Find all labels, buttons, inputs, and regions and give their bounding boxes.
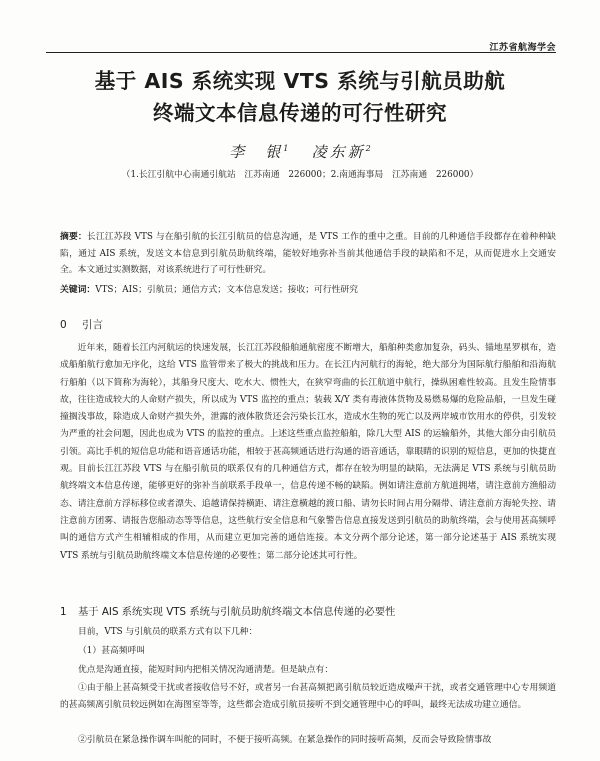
abstract-label: 摘要： bbox=[60, 232, 87, 242]
section-0-title: 引言 bbox=[82, 319, 103, 331]
abstract bbox=[60, 229, 556, 279]
introduction-paragraph: 近年来，随着长江内河航运的快速发展，长江江苏段船舶通航密度不断增大，船舶种类愈加复杂，码头、锚地星罗棋布，造成船舶航行愈加无序化，这给 VTS 监管带来了极大的挑战和压力。在长江内河航行的海轮，绝大部分为国际航行船舶和沿海航行船舶（以下简称为海轮），其船身尺度大、吃水大、惯性大，在狭窄弯曲的长江航道中航行，操纵困难性较高。且发生险情事故，往往造成较大的人命财产损失，所以成为 VTS 监控的重点；装载 X/Y 类有毒液体货物及易燃易爆的危险品船，一旦发生碰撞搁浅事故，除造成人命财产损失外，泄露的液体散货还会污染长江水，造成水生物的死亡以及两岸城市饮用水的停供，引发较为严重的社会问题，因此也成为 VTS 的监控的重点。上述这些重点监控船舶，除几大型 AIS 的运输船外，其他大部分由引航员引领。高比手机的短信息功能和语音通话功能，相较于甚高频通话进行沟通的语音通话，靠眼睛的识别的短信息，更加的快捷直观。目前长江江苏段 VTS 与在船引航员的联系仅有的几种通信方式，都存在较为明显的缺陷，无法满足 VTS 系统与引航员助航终端文本信息传递，能够更好的弥补当前联系手段单一，信息传递不畅的缺陷。例如请注意前方航道拥堵，请注意前方渔船动态、请注意前方浮标移位或者漂失、追越请保持横距、请注意横越的渡口船、请勿长时间占用分隔带、请注意前方海轮失控、请注意前方团雾、请报告您船动态等等信息，这些航行安全信息和气象警告信息直接发送到引航员的助航终端，会与使用甚高频呼叫的通信方式产生相辅相成的作用，从而建立更加完善的通信连接。本文分两个部分论述，第一部分论述基于 AIS 系统实现 VTS 系统与引航员助航终端文本信息传递的必要性；第二部分论述其可行性。 bbox=[60, 343, 556, 561]
body-line: 优点是沟通直接，能短时间内把相关情况沟通清楚。但是缺点有： bbox=[78, 665, 334, 675]
section-0-heading bbox=[60, 317, 103, 332]
header-divider bbox=[46, 52, 556, 53]
keywords bbox=[60, 282, 556, 295]
subsection-heading: （1）甚高频呼叫 bbox=[78, 646, 146, 656]
affiliations: （1.长江引航中心南通引航站 江苏南通 226000；2.南通海事局 江苏南通 226000） bbox=[121, 170, 479, 180]
journal-header: 江苏省航海学会 bbox=[489, 43, 556, 53]
paper-title-line-2: 终端文本信息传递的可行性研究 bbox=[153, 101, 447, 125]
body-line: 目前，VTS 与引航员的联系方式有以下几种： bbox=[78, 627, 258, 637]
section-1-heading bbox=[60, 603, 395, 618]
keywords-label: 关键词： bbox=[60, 285, 96, 295]
section-0-number: 0 bbox=[60, 319, 67, 331]
keywords-text: VTS；AIS；引航员；通信方式；文本信息发送；接收；可行性研究 bbox=[95, 285, 359, 295]
section-1-number: 1 bbox=[60, 606, 67, 618]
paper-title-line-1: 基于 AIS 系统实现 VTS 系统与引航员助航 bbox=[94, 69, 506, 93]
authors bbox=[0, 141, 600, 162]
section-1-title: 基于 AIS 系统实现 VTS 系统与引航员助航终端文本信息传递的必要性 bbox=[78, 606, 396, 618]
point-1-paragraph: ①由于船上甚高频受干扰或者接收信号不好，或者另一台甚高频把离引航员较近造成噪声干扰，或者交通管理中心专用频道的甚高频离引航员较远例如在海图室等等，这些都会造成引航员接听不到交通管理中心的呼叫，最终无法成功建立通信。 bbox=[60, 683, 556, 710]
author-2: 凌东新 bbox=[311, 143, 366, 161]
point-2-paragraph: ②引航员在紧急操作调车叫舵的同时，不便于接听高频。在紧急操作的同时接听高频，反而会导致险情事故 bbox=[78, 735, 492, 745]
abstract-text: 长江江苏段 VTS 与在船引航的长江引航员的信息沟通，是 VTS 工作的重中之重。目前的几种通信手段都存在着种种缺陷，通过 AIS 系统，发送文本信息到引航员助航终端，能较好地弥补当前其他通信手段的缺陷和不足，从而促进水上交通安全。本文通过实测数据，对该系统进行了可行性研究。 bbox=[60, 232, 556, 276]
author-1: 李 银 bbox=[229, 143, 284, 161]
author-2-affiliation-mark: 2 bbox=[365, 144, 371, 153]
author-1-affiliation-mark: 1 bbox=[283, 144, 289, 153]
